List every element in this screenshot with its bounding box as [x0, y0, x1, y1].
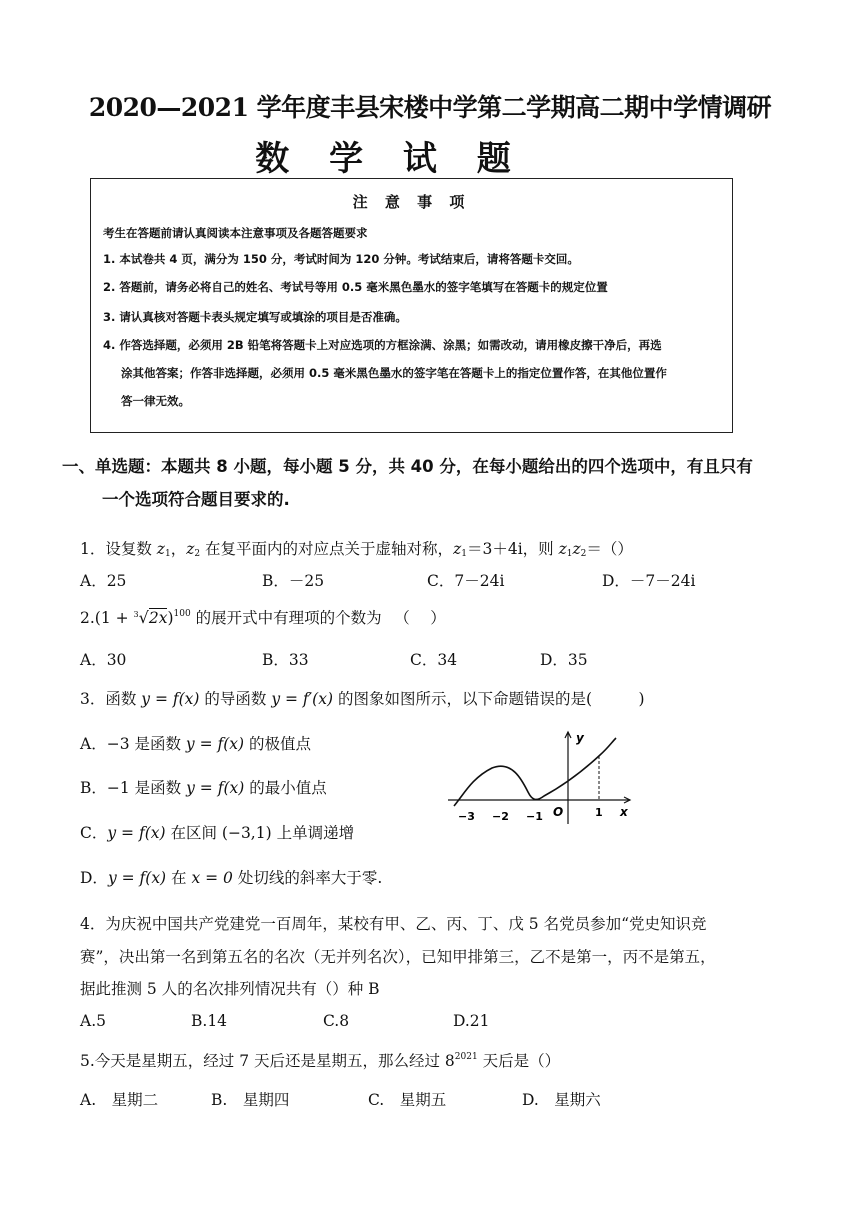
question-5-option-d[interactable]: D. 星期六	[522, 1091, 601, 1109]
question-2-option-d[interactable]: D．35	[540, 651, 588, 669]
notice-item-1: 1. 本试卷共 4 页，满分为 150 分，考试时间为 120 分钟。考试结束后，请将答题卡交回。	[103, 252, 579, 266]
question-2-option-c[interactable]: C．34	[410, 651, 458, 669]
question-1-option-d[interactable]: D．－7－24i	[602, 572, 696, 590]
notice-item-4-end: 答一律无效。	[121, 394, 190, 408]
section-heading-line2: 一个选项符合题目要求的.	[102, 490, 290, 509]
notice-item-2: 2. 答题前，请务必将自己的姓名、考试号等用 0.5 毫米黑色墨水的签字笔填写在答题卡的规定位置	[103, 280, 608, 294]
section-heading-line1: 一、单选题：本题共 8 小题，每小题 5 分，共 40 分，在每小题给出的四个选项中，有且只有	[62, 457, 753, 476]
question-3-option-a[interactable]: A．−3 是函数 y = f(x) 的极值点	[80, 735, 312, 753]
question-4-line2: 赛”，决出第一名到第五名的名次（无并列名次），已知甲排第三，乙不是第一，丙不是第五，	[80, 948, 716, 966]
question-1-option-a[interactable]: A．25	[80, 572, 127, 590]
question-2-option-a[interactable]: A．30	[80, 651, 127, 669]
question-2-option-b[interactable]: B．33	[262, 651, 309, 669]
question-4-option-b[interactable]: B.14	[191, 1012, 228, 1030]
question-3-option-c[interactable]: C．y = f(x) 在区间 (−3,1) 上单调递增	[80, 824, 355, 842]
question-3-option-d[interactable]: D．y = f(x) 在 x = 0 处切线的斜率大于零.	[80, 869, 383, 887]
derivative-graph	[440, 728, 640, 828]
notice-item-3: 3. 请认真核对答题卡表头规定填写或填涂的项目是否准确。	[103, 310, 407, 324]
question-1-option-c[interactable]: C．7－24i	[427, 572, 505, 590]
question-5: 5.今天是星期五，经过 7 天后还是星期五，那么经过 $8^{2021}$ 天后是（）	[80, 1052, 561, 1070]
exam-subtitle: 数 学 试 题	[255, 139, 525, 179]
notice-item-4: 4. 作答选择题，必须用 2B 铅笔将答题卡上对应选项的方框涂满、涂黑；如需改动，请用橡皮擦干净后，再选	[103, 338, 662, 352]
question-4-option-a[interactable]: A.5	[80, 1012, 106, 1030]
notice-item-4-cont: 涂其他答案；作答非选择题，必须用 0.5 毫米黑色墨水的签字笔在答题卡上的指定位置作答，在其他位置作	[121, 366, 667, 380]
tick-label-1: 1	[595, 806, 603, 819]
question-4-line1: 4．为庆祝中国共产党建党一百周年，某校有甲、乙、丙、丁、戊 5 名党员参加“党史知识竞	[80, 915, 707, 933]
question-4-line3: 据此推测 5 人的名次排列情况共有（）种 B	[80, 980, 380, 998]
derivative-curve	[454, 738, 616, 806]
tick-label-neg1: −1	[526, 810, 543, 823]
question-5-option-b[interactable]: B. 星期四	[211, 1091, 290, 1109]
question-3: 3．函数 y = f(x) 的导函数 y = f′(x) 的图象如图所示，以下命题错误的是( )	[80, 690, 645, 708]
tick-label-neg2: −2	[492, 810, 509, 823]
tick-label-neg3: −3	[458, 810, 475, 823]
question-2: $2.(1 + ^3√2x)^{100}$ 的展开式中有理项的个数为 （ ）	[80, 608, 446, 627]
question-1: 1．设复数 $z_1$，$z_2$ 在复平面内的对应点关于虚轴对称，$z_1=3+4i$，则 $z_1z_2=()$	[80, 540, 633, 559]
tick-label-origin: O	[553, 805, 564, 819]
exam-title: 2020—2021 学年度丰县宋楼中学第二学期高二期中学情调研	[88, 93, 772, 122]
question-5-option-c[interactable]: C. 星期五	[368, 1091, 447, 1109]
notice-box	[90, 178, 733, 433]
question-5-option-a[interactable]: A. 星期二	[80, 1091, 159, 1109]
question-1-option-b[interactable]: B．－25	[262, 572, 325, 590]
question-4-option-c[interactable]: C.8	[323, 1012, 350, 1030]
question-3-option-b[interactable]: B．−1 是函数 y = f(x) 的最小值点	[80, 779, 327, 797]
graph-y-label: y	[576, 731, 584, 745]
notice-intro: 考生在答题前请认真阅读本注意事项及各题答题要求	[103, 226, 368, 240]
graph-x-label: x	[620, 805, 628, 819]
notice-title: 注 意 事 项	[352, 193, 471, 211]
question-4-option-d[interactable]: D.21	[453, 1012, 490, 1030]
